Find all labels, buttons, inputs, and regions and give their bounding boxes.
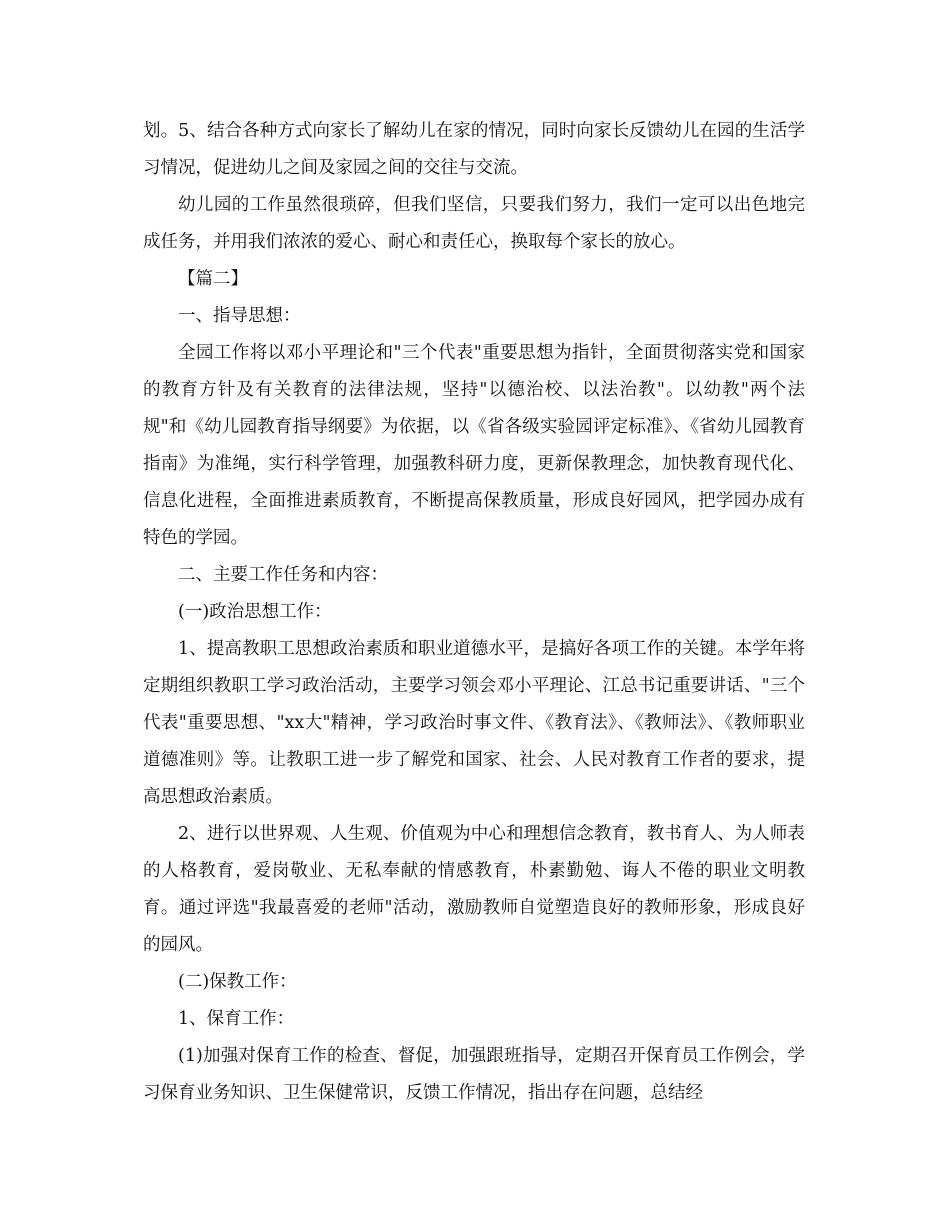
paragraph-political-item-1: 1、提高教职工思想政治素质和职业道德水平，是搞好各项工作的关键。本学年将定期组织教职工学习政治活动，主要学习领会邓小平理论、江总书记重要讲话、"三个代表"重要思想、"xx大"精神，学习政治时事文件、《教育法》、《教师法》、《教师职业道德准则》等。让教职工进一步了解党和国家、社会、人民对教育工作者的要求，提高思想政治素质。 [143, 639, 805, 807]
paragraph-2: 幼儿园的工作虽然很琐碎，但我们坚信，只要我们努力，我们一定可以出色地完成任务，并用我们浓浓的爱心、耐心和责任心，换取每个家长的放心。 [143, 195, 805, 252]
paragraph-care-item-1: (1)加强对保育工作的检查、督促，加强跟班指导，定期召开保育员工作例会，学习保育业务知识、卫生保健常识，反馈工作情况，指出存在问题，总结经 [143, 1046, 805, 1103]
section-heading-part-two: 【篇二】 [178, 269, 248, 289]
heading-care-work: 1、保育工作： [178, 1009, 295, 1029]
paragraph-guiding-ideology: 全园工作将以邓小平理论和"三个代表"重要思想为指针，全面贯彻落实党和国家的教育方针及有关教育的法律法规，坚持"以德治校、以法治教"。以幼教"两个法规"和《幼儿园教育指导纲要》为依据，以《省各级实验园评定标准》、《省幼儿园教育指南》为准绳，实行科学管理，加强教科研力度，更新保教理念，加快教育现代化、信息化进程，全面推进素质教育，不断提高保教质量，形成良好园风，把学园办成有特色的学园。 [143, 343, 805, 548]
heading-political-work: (一)政治思想工作： [178, 602, 332, 622]
heading-care-education-work: (二)保教工作： [178, 972, 297, 992]
paragraph-1: 划。5、结合各种方式向家长了解幼儿在家的情况，同时向家长反馈幼儿在园的生活学习情况，促进幼儿之间及家园之间的交往与交流。 [143, 121, 805, 178]
paragraph-political-item-2: 2、进行以世界观、人生观、价值观为中心和理想信念教育，教书育人、为人师表的人格教育，爱岗敬业、无私奉献的情感教育，朴素勤勉、诲人不倦的职业文明教育。通过评选"我最喜爱的老师"活动，激励教师自觉塑造良好的教师形象，形成良好的园风。 [143, 824, 805, 955]
document-body [143, 113, 805, 1112]
heading-guiding-ideology: 一、指导思想： [178, 306, 301, 326]
heading-main-tasks: 二、主要工作任务和内容： [178, 565, 388, 585]
